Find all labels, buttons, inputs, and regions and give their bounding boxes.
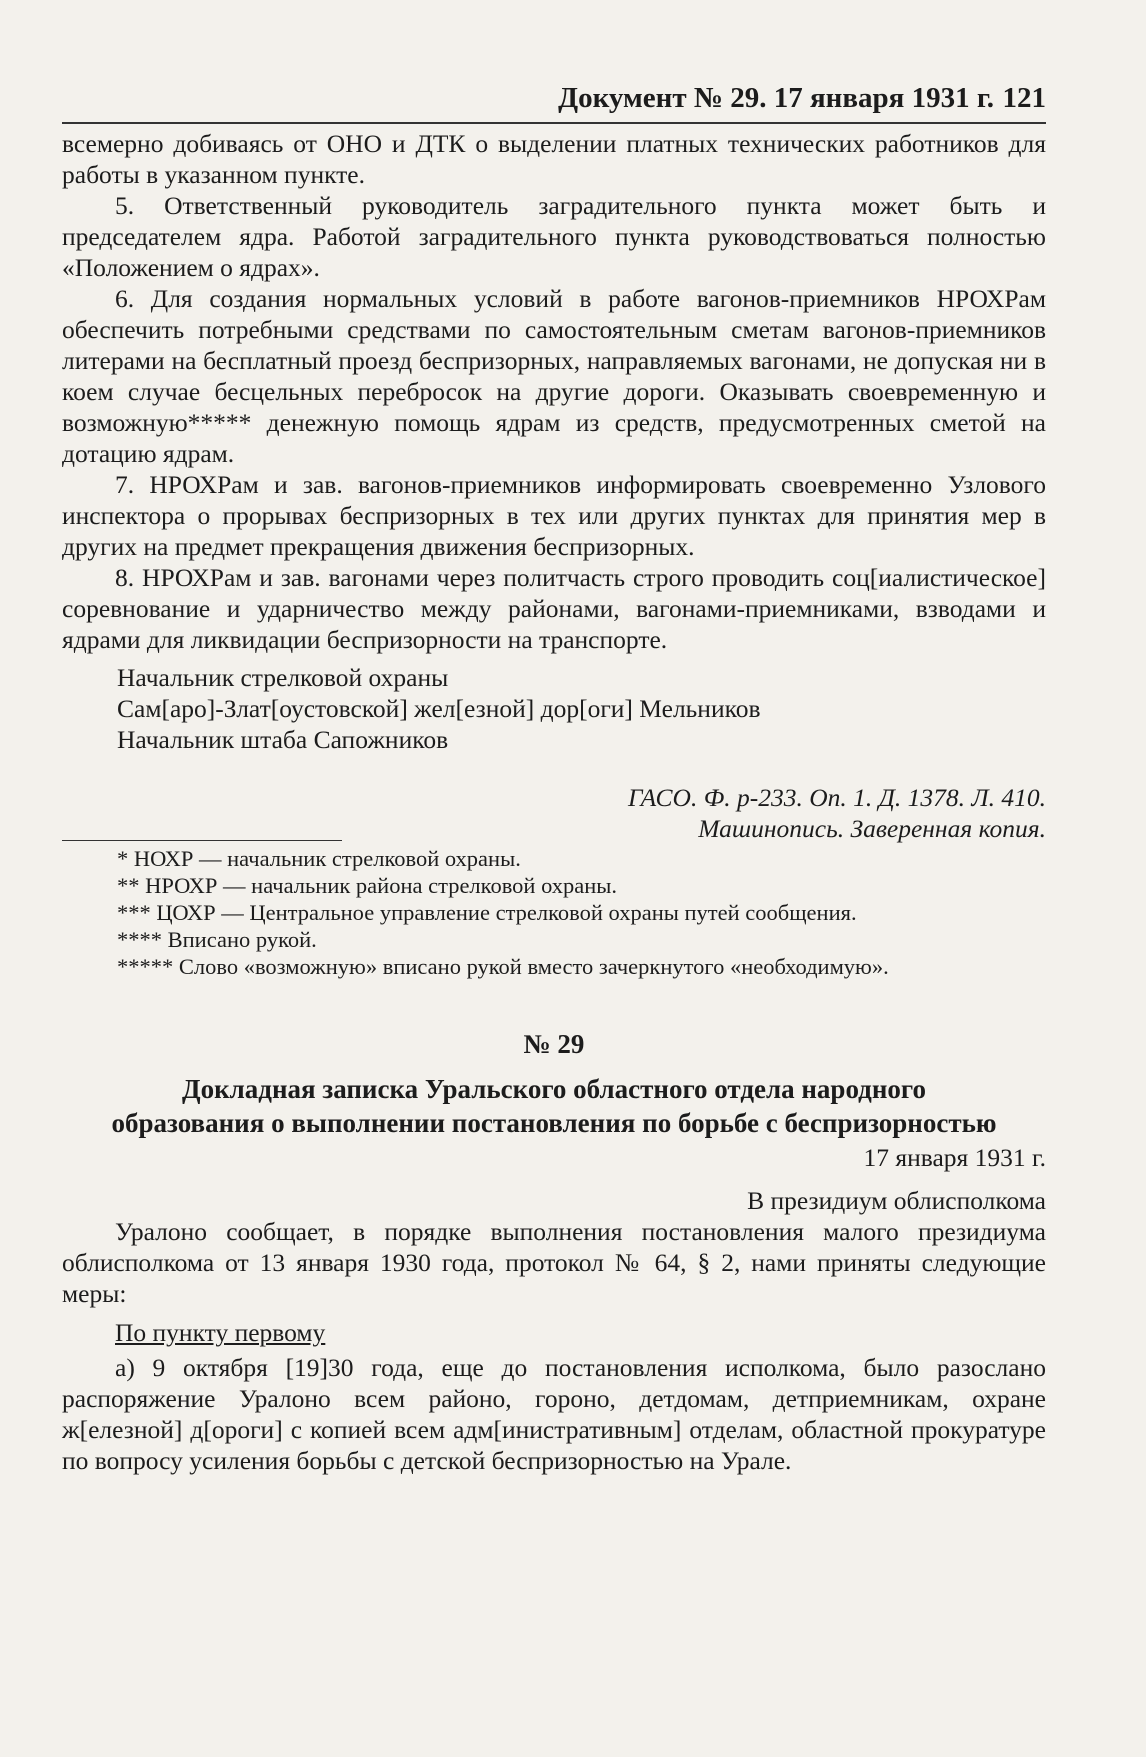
page-number: 121 xyxy=(1002,82,1046,114)
paragraph: Уралоно сообщает, в порядке выполнения постановления малого президиума облисполкома от 13 января 1930 года, протокол № 64, § 2, нами приняты следующие меры: xyxy=(62,1217,1046,1308)
continuation-block xyxy=(62,128,1046,655)
paragraph: 5. Ответственный руководитель заградительного пункта может быть и председателем ядра. Работой заградительного пункта руководствоваться полностью «Положением о ядрах». xyxy=(62,191,1046,282)
paragraph: 6. Для создания нормальных условий в работе вагонов-приемников НРОХРам обеспечить потребными средствами по самостоятельным сметам вагонов-приемников литерами на бесплатный проезд беспризорных, направляемых вагонами, не допуская ни в коем случае бесцельных перебросок на другие дороги. Оказывать своевременную и возможную***** денежную помощь ядрам из средств, предусмотренных сметой на дотацию ядрам. xyxy=(62,284,1046,468)
document-title-line: Докладная записка Уральского областного отдела народного xyxy=(182,1074,926,1104)
signatures xyxy=(62,662,1046,755)
footnote: *** ЦОХР — Центральное управление стрелковой охраны путей сообщения. xyxy=(117,900,857,925)
footnote: * НОХР — начальник стрелковой охраны. xyxy=(117,846,521,871)
document-addressee: В президиум облисполкома xyxy=(747,1186,1046,1215)
paragraph: 7. НРОХРам и зав. вагонов-приемников информировать своевременно Узлового инспектора о прорывах беспризорных в тех или других пунктах для принятия мер в других на предмет прекращения движения беспризорных. xyxy=(62,470,1046,561)
paragraph: всемерно добиваясь от ОНО и ДТК о выделении платных технических работников для работы в указанном пункте. xyxy=(62,129,1046,189)
footnote: ***** Слово «возможную» вписано рукой вместо зачеркнутого «необходимую». xyxy=(117,954,889,979)
paragraph: 8. НРОХРам и зав. вагонами через политчасть строго проводить соц[иалистическое] соревнование и ударничество между районами, вагонами-приемниками, взводами и ядрами для ликвидации беспризорности на транспорте. xyxy=(62,563,1046,654)
archive-reference: ГАСО. Ф. р-233. Оп. 1. Д. 1378. Л. 410. xyxy=(628,783,1046,812)
footnote-rule xyxy=(62,840,342,841)
document-number: № 29 xyxy=(523,1029,585,1059)
copy-note: Машинопись. Заверенная копия. xyxy=(698,814,1046,843)
signature-line: Начальник стрелковой охраны xyxy=(117,663,449,692)
signature-line: Начальник штаба Сапожников xyxy=(117,725,449,754)
running-title: Документ № 29. 17 января 1931 г. xyxy=(558,82,994,114)
footnote: ** НРОХР — начальник района стрелковой охраны. xyxy=(117,873,618,898)
document-title-line: образования о выполнении постановления по борьбе с беспризорностью xyxy=(111,1108,997,1138)
paragraph: а) 9 октября [19]30 года, еще до постановления исполкома, было разослано распоряжение Уралоно всем районо, гороно, детдомам, детприемникам, охране ж[елезной] д[ороги] с копией всем адм[инистративным] отделам, областной прокуратуре по вопросу усиления борьбы с детской беспризорностью на Урале. xyxy=(62,1353,1046,1475)
footnotes xyxy=(62,840,1046,980)
signature-line: Сам[аро]-Злат[оустовской] жел[езной] дор[оги] Мельников xyxy=(117,694,761,723)
running-header xyxy=(62,82,1046,124)
document-29 xyxy=(62,1028,1046,1476)
subheading-wrap xyxy=(62,1317,1046,1348)
subheading: По пункту первому xyxy=(115,1318,326,1347)
footnote: **** Вписано рукой. xyxy=(117,927,317,952)
archive-block xyxy=(62,782,1046,844)
document-date: 17 января 1931 г. xyxy=(863,1143,1046,1172)
